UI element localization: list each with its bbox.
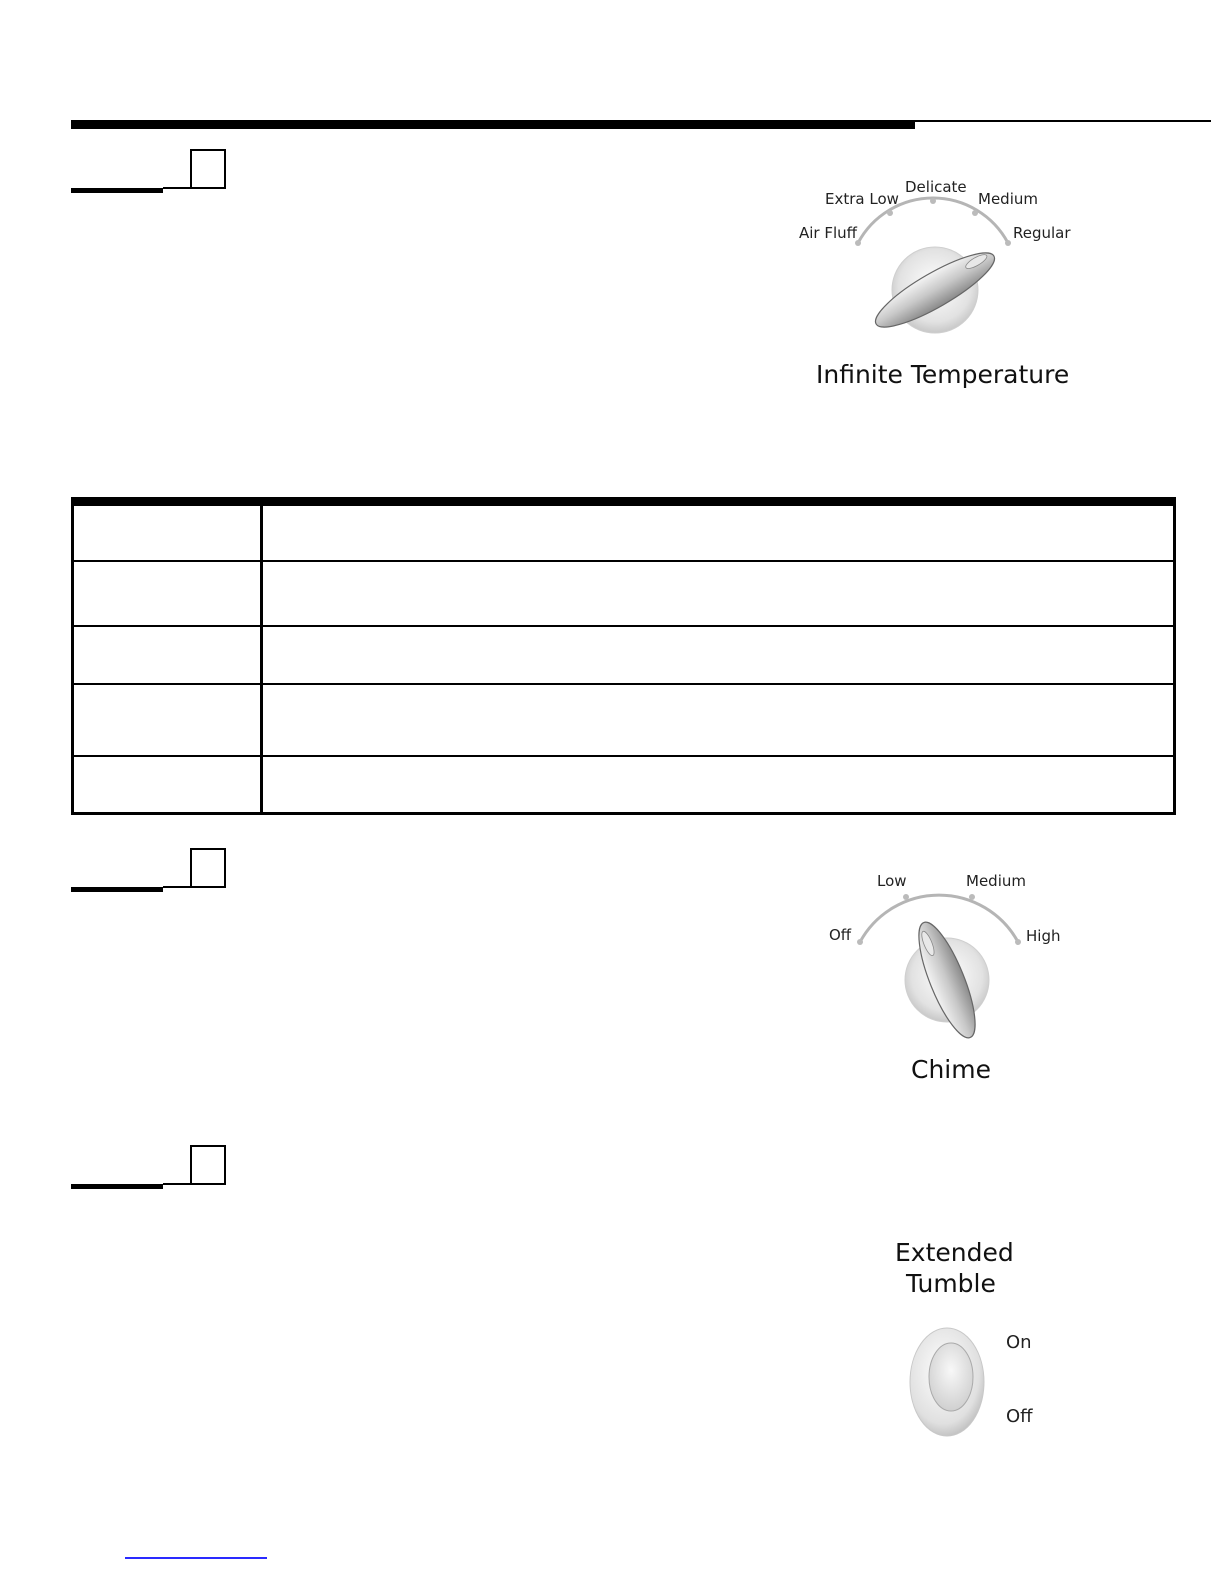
section-marker-connector [163, 187, 190, 189]
temp-label-regular: Regular [1013, 224, 1071, 242]
switch-label-on: On [1006, 1332, 1032, 1353]
table-cell-description [262, 561, 1175, 626]
table-cell-setting [73, 561, 262, 626]
extended-tumble-caption-line1: Extended [895, 1238, 1014, 1267]
section-marker-connector [163, 1183, 190, 1185]
section-marker-connector [163, 886, 190, 888]
chime-label-medium: Medium [966, 872, 1026, 890]
section-checkbox[interactable] [190, 149, 226, 189]
table-row [73, 502, 1175, 561]
table-row [73, 684, 1175, 756]
temp-label-delicate: Delicate [905, 178, 967, 196]
infinite-temperature-dial [790, 170, 1090, 400]
table-cell-setting [73, 756, 262, 814]
table-row [73, 561, 1175, 626]
switch-label-off: Off [1006, 1406, 1033, 1427]
table-cell-setting [73, 502, 262, 561]
temp-label-medium: Medium [978, 190, 1038, 208]
section-marker-line [71, 1184, 163, 1189]
settings-table [71, 497, 1176, 815]
table-row [73, 756, 1175, 814]
table-cell-description [262, 626, 1175, 684]
temp-label-air-fluff: Air Fluff [799, 224, 858, 242]
rocker-switch-icon[interactable] [905, 1325, 995, 1445]
table-cell-description [262, 756, 1175, 814]
chime-dial [810, 865, 1070, 1095]
chime-label-high: High [1026, 927, 1061, 945]
table-cell-description [262, 502, 1175, 561]
section-marker-line [71, 188, 163, 193]
header-rule-thick [71, 120, 915, 129]
temp-label-extra-low: Extra Low [825, 190, 899, 208]
table-row [73, 626, 1175, 684]
table-cell-setting [73, 626, 262, 684]
extended-tumble-control [880, 1235, 1060, 1450]
extended-tumble-caption-line2: Tumble [906, 1269, 996, 1298]
section-marker-line [71, 887, 163, 892]
section-checkbox[interactable] [190, 848, 226, 888]
header-rule-thin [915, 120, 1211, 122]
footer-link[interactable] [125, 1557, 267, 1559]
chime-caption: Chime [911, 1055, 991, 1084]
chime-label-off: Off [829, 926, 852, 944]
section-checkbox[interactable] [190, 1145, 226, 1185]
table-cell-setting [73, 684, 262, 756]
table-cell-description [262, 684, 1175, 756]
infinite-temperature-caption: Infinite Temperature [816, 360, 1070, 389]
chime-label-low: Low [877, 872, 907, 890]
